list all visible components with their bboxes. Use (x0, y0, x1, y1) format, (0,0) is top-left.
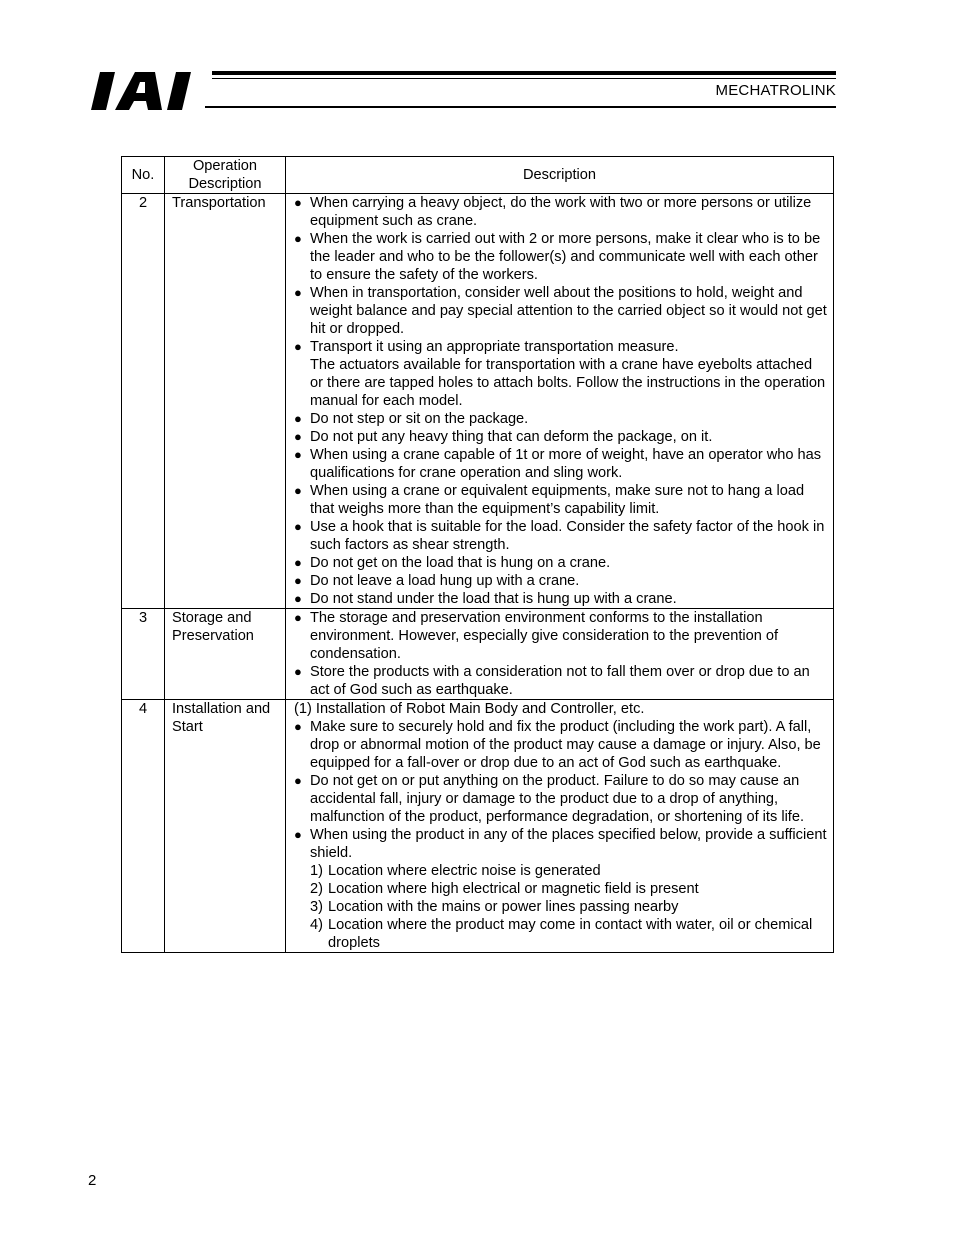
bullet-icon: ● (294, 610, 302, 625)
operation-name: Installation and Start (165, 700, 286, 953)
bullet-note: The actuators available for transportation with a crane have eyebolts attached or there are tapped holes to attach bolts. Follow the instructions in the operation manual for each model. (310, 357, 826, 409)
bullet-item (294, 338, 827, 410)
bullet-text: Transport it using an appropriate transportation measure. (310, 339, 679, 355)
bullet-icon: ● (294, 483, 302, 498)
row-number: 4 (122, 700, 165, 953)
header-rule-thin (212, 78, 836, 79)
item-text: Location with the mains or power lines passing nearby (328, 899, 679, 915)
numbered-item (310, 898, 827, 916)
header-rule-bottom (205, 106, 836, 108)
bullet-text: Store the products with a consideration not to fall them over or drop due to an act of God such as earthquake. (310, 664, 810, 698)
description-cell (286, 609, 834, 700)
bullet-item (294, 518, 827, 554)
bullet-icon: ● (294, 519, 302, 534)
item-number: 3) (310, 899, 323, 915)
bullet-item (294, 482, 827, 518)
bullet-icon: ● (294, 773, 302, 788)
item-text: Location where the product may come in contact with water, oil or chemical droplets (328, 917, 813, 951)
bullet-icon: ● (294, 591, 302, 606)
bullet-text: The storage and preservation environment conforms to the installation environment. However, especially give consideration to the prevention of condensation. (310, 610, 779, 662)
bullet-icon: ● (294, 339, 302, 354)
operation-name: Transportation (165, 194, 286, 609)
bullet-icon: ● (294, 827, 302, 842)
table-row (122, 700, 834, 953)
bullet-icon: ● (294, 231, 302, 246)
section-heading: (1) Installation of Robot Main Body and Controller, etc. (294, 701, 645, 717)
bullet-icon: ● (294, 447, 302, 462)
table-header-row (122, 157, 834, 194)
bullet-text: Do not step or sit on the package. (310, 411, 529, 427)
bullet-icon: ● (294, 664, 302, 679)
bullet-text: When the work is carried out with 2 or more persons, make it clear who is to be the leader and who to be the follower(s) and communicate well with each other to ensure the safety of the workers. (310, 231, 821, 283)
item-number: 4) (310, 917, 323, 933)
bullet-item (294, 609, 827, 663)
bullet-item (294, 718, 827, 772)
bullet-text: When using a crane or equivalent equipments, make sure not to hang a load that weighs more than the equipment’s capability limit. (310, 483, 805, 517)
bullet-list (294, 609, 827, 699)
bullet-text: When using the product in any of the places specified below, provide a sufficient shield. (310, 827, 827, 861)
bullet-icon: ● (294, 555, 302, 570)
bullet-text: Use a hook that is suitable for the load. Consider the safety factor of the hook in such factors as shear strength. (310, 519, 825, 553)
bullet-item (294, 284, 827, 338)
bullet-list (294, 718, 827, 862)
bullet-icon: ● (294, 285, 302, 300)
numbered-item (310, 862, 827, 880)
bullet-item (294, 428, 827, 446)
operations-table (121, 156, 834, 953)
row-number: 2 (122, 194, 165, 609)
bullet-item (294, 446, 827, 482)
bullet-item (294, 663, 827, 699)
item-text: Location where high electrical or magnetic field is present (328, 881, 699, 897)
bullet-icon: ● (294, 719, 302, 734)
bullet-text: Do not get on the load that is hung on a crane. (310, 555, 611, 571)
description-cell (286, 194, 834, 609)
table-body (122, 194, 834, 953)
bullet-icon: ● (294, 195, 302, 210)
bullet-icon: ● (294, 411, 302, 426)
row-number: 3 (122, 609, 165, 700)
item-text: Location where electric noise is generated (328, 863, 601, 879)
bullet-text: Make sure to securely hold and fix the product (including the work part). A fall, drop or abnormal motion of the product may cause a damage or injury. Also, be equipped for a fall-over or drop due to an act of God such as earthquake. (310, 719, 821, 771)
bullet-text: When using a crane capable of 1t or more of weight, have an operator who has qualifications for crane operation and sling work. (310, 447, 822, 481)
bullet-item (294, 772, 827, 826)
header-operation: Operation Description (165, 157, 286, 194)
document-title: MECHATROLINK (715, 82, 836, 99)
item-number: 2) (310, 881, 323, 897)
numbered-item (310, 916, 827, 952)
iai-logo (90, 68, 208, 114)
bullet-item (294, 590, 827, 608)
bullet-item (294, 230, 827, 284)
bullet-text: Do not get on or put anything on the product. Failure to do so may cause an accidental fall, injury or damage to the product due to a drop of anything, malfunction of the product, performance degradation, or shortening of its life. (310, 773, 805, 825)
bullet-item (294, 826, 827, 862)
table-row (122, 609, 834, 700)
page-number: 2 (88, 1172, 97, 1189)
bullet-text: Do not leave a load hung up with a crane. (310, 573, 580, 589)
bullet-text: Do not stand under the load that is hung up with a crane. (310, 591, 677, 607)
operation-name: Storage and Preservation (165, 609, 286, 700)
bullet-text: Do not put any heavy thing that can deform the package, on it. (310, 429, 713, 445)
header-description: Description (286, 157, 834, 194)
bullet-list (294, 194, 827, 608)
table-row (122, 194, 834, 609)
header-no: No. (122, 157, 165, 194)
item-number: 1) (310, 863, 323, 879)
numbered-list (294, 862, 827, 952)
bullet-item (294, 554, 827, 572)
bullet-text: When in transportation, consider well about the positions to hold, weight and weight balance and pay special attention to the carried object so it would not get hit or dropped. (310, 285, 827, 337)
bullet-item (294, 572, 827, 590)
header-rule-thick (212, 71, 836, 75)
bullet-icon: ● (294, 573, 302, 588)
bullet-text: When carrying a heavy object, do the work with two or more persons or utilize equipment such as crane. (310, 195, 812, 229)
bullet-item (294, 194, 827, 230)
bullet-icon: ● (294, 429, 302, 444)
numbered-item (310, 880, 827, 898)
description-cell (286, 700, 834, 953)
bullet-item (294, 410, 827, 428)
